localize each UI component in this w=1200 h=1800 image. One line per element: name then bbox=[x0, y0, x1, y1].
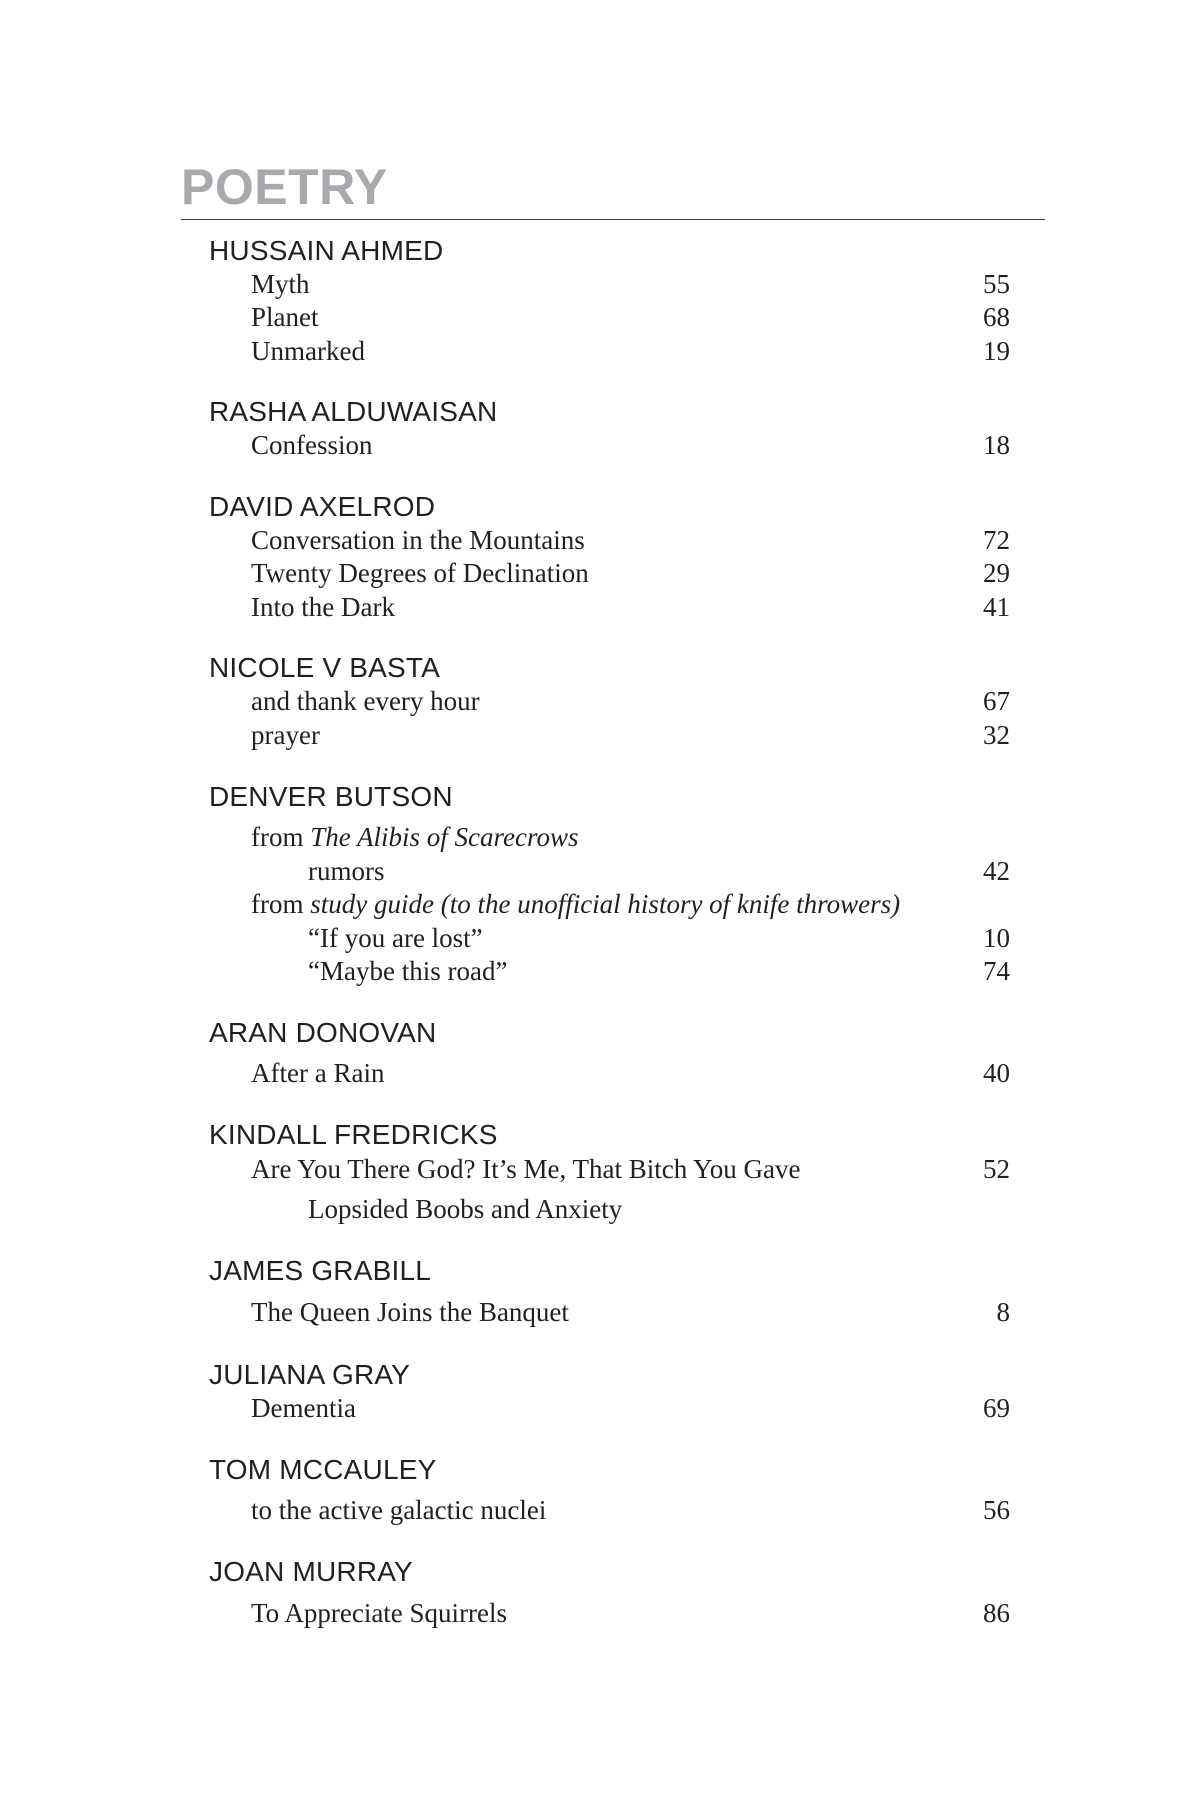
author-name: RASHA ALDUWAISAN bbox=[209, 396, 498, 427]
page-number: 86 bbox=[983, 1598, 1010, 1628]
author-name: TOM MCCAULEY bbox=[209, 1454, 437, 1485]
poem-title: Into the Dark bbox=[251, 592, 395, 622]
author-name: JULIANA GRAY bbox=[209, 1359, 411, 1390]
author-name: NICOLE V BASTA bbox=[209, 652, 441, 683]
page-number: 74 bbox=[983, 956, 1010, 986]
author-name: HUSSAIN AHMED bbox=[209, 235, 444, 266]
page-number: 68 bbox=[983, 302, 1010, 332]
poem-title-continued: Lopsided Boobs and Anxiety bbox=[308, 1194, 623, 1224]
poem-title: to the active galactic nuclei bbox=[251, 1495, 547, 1525]
poem-title: Dementia bbox=[251, 1393, 356, 1423]
poem-title: After a Rain bbox=[251, 1058, 385, 1088]
poem-title: and thank every hour bbox=[251, 686, 480, 716]
page-number: 10 bbox=[983, 923, 1010, 953]
collection-prefix: from bbox=[251, 889, 311, 919]
collection-line bbox=[251, 824, 578, 851]
poem-title: Confession bbox=[251, 430, 373, 460]
page-number: 52 bbox=[983, 1154, 1010, 1184]
poem-title: prayer bbox=[251, 720, 320, 750]
poem-title: “Maybe this road” bbox=[308, 956, 508, 986]
collection-prefix: from bbox=[251, 822, 311, 852]
page-number: 55 bbox=[983, 269, 1010, 299]
collection-title: The Alibis of Scarecrows bbox=[310, 822, 579, 852]
page-number: 56 bbox=[983, 1495, 1010, 1525]
page-number: 8 bbox=[996, 1297, 1010, 1327]
poem-title: Planet bbox=[251, 302, 319, 332]
author-name: KINDALL FREDRICKS bbox=[209, 1119, 498, 1150]
poem-title: Unmarked bbox=[251, 336, 365, 366]
page-number: 42 bbox=[983, 856, 1010, 886]
poem-title: To Appreciate Squirrels bbox=[251, 1598, 508, 1628]
poem-title: Conversation in the Mountains bbox=[251, 525, 585, 555]
author-name: JOAN MURRAY bbox=[209, 1556, 413, 1587]
page-number: 67 bbox=[983, 686, 1010, 716]
page-number: 32 bbox=[983, 720, 1010, 750]
page-number: 69 bbox=[983, 1393, 1010, 1423]
page-number: 18 bbox=[983, 430, 1010, 460]
poem-title: Are You There God? It’s Me, That Bitch You Gave bbox=[251, 1154, 801, 1184]
poem-title: The Queen Joins the Banquet bbox=[251, 1297, 569, 1327]
page-number: 29 bbox=[983, 558, 1010, 588]
collection-title: study guide (to the unofficial history of knife throwers) bbox=[310, 889, 901, 919]
author-name: ARAN DONOVAN bbox=[209, 1017, 437, 1048]
section-title: POETRY bbox=[181, 159, 388, 215]
page-number: 72 bbox=[983, 525, 1010, 555]
author-name: DENVER BUTSON bbox=[209, 781, 453, 812]
author-name: JAMES GRABILL bbox=[209, 1255, 432, 1286]
page-number: 41 bbox=[983, 592, 1010, 622]
poem-title: rumors bbox=[308, 856, 385, 886]
page-number: 19 bbox=[983, 336, 1010, 366]
author-name: DAVID AXELROD bbox=[209, 491, 436, 522]
poem-title: “If you are lost” bbox=[308, 923, 483, 953]
collection-line bbox=[251, 891, 900, 918]
page-number: 40 bbox=[983, 1058, 1010, 1088]
poem-title: Twenty Degrees of Declination bbox=[251, 558, 589, 588]
poem-title: Myth bbox=[251, 269, 310, 299]
